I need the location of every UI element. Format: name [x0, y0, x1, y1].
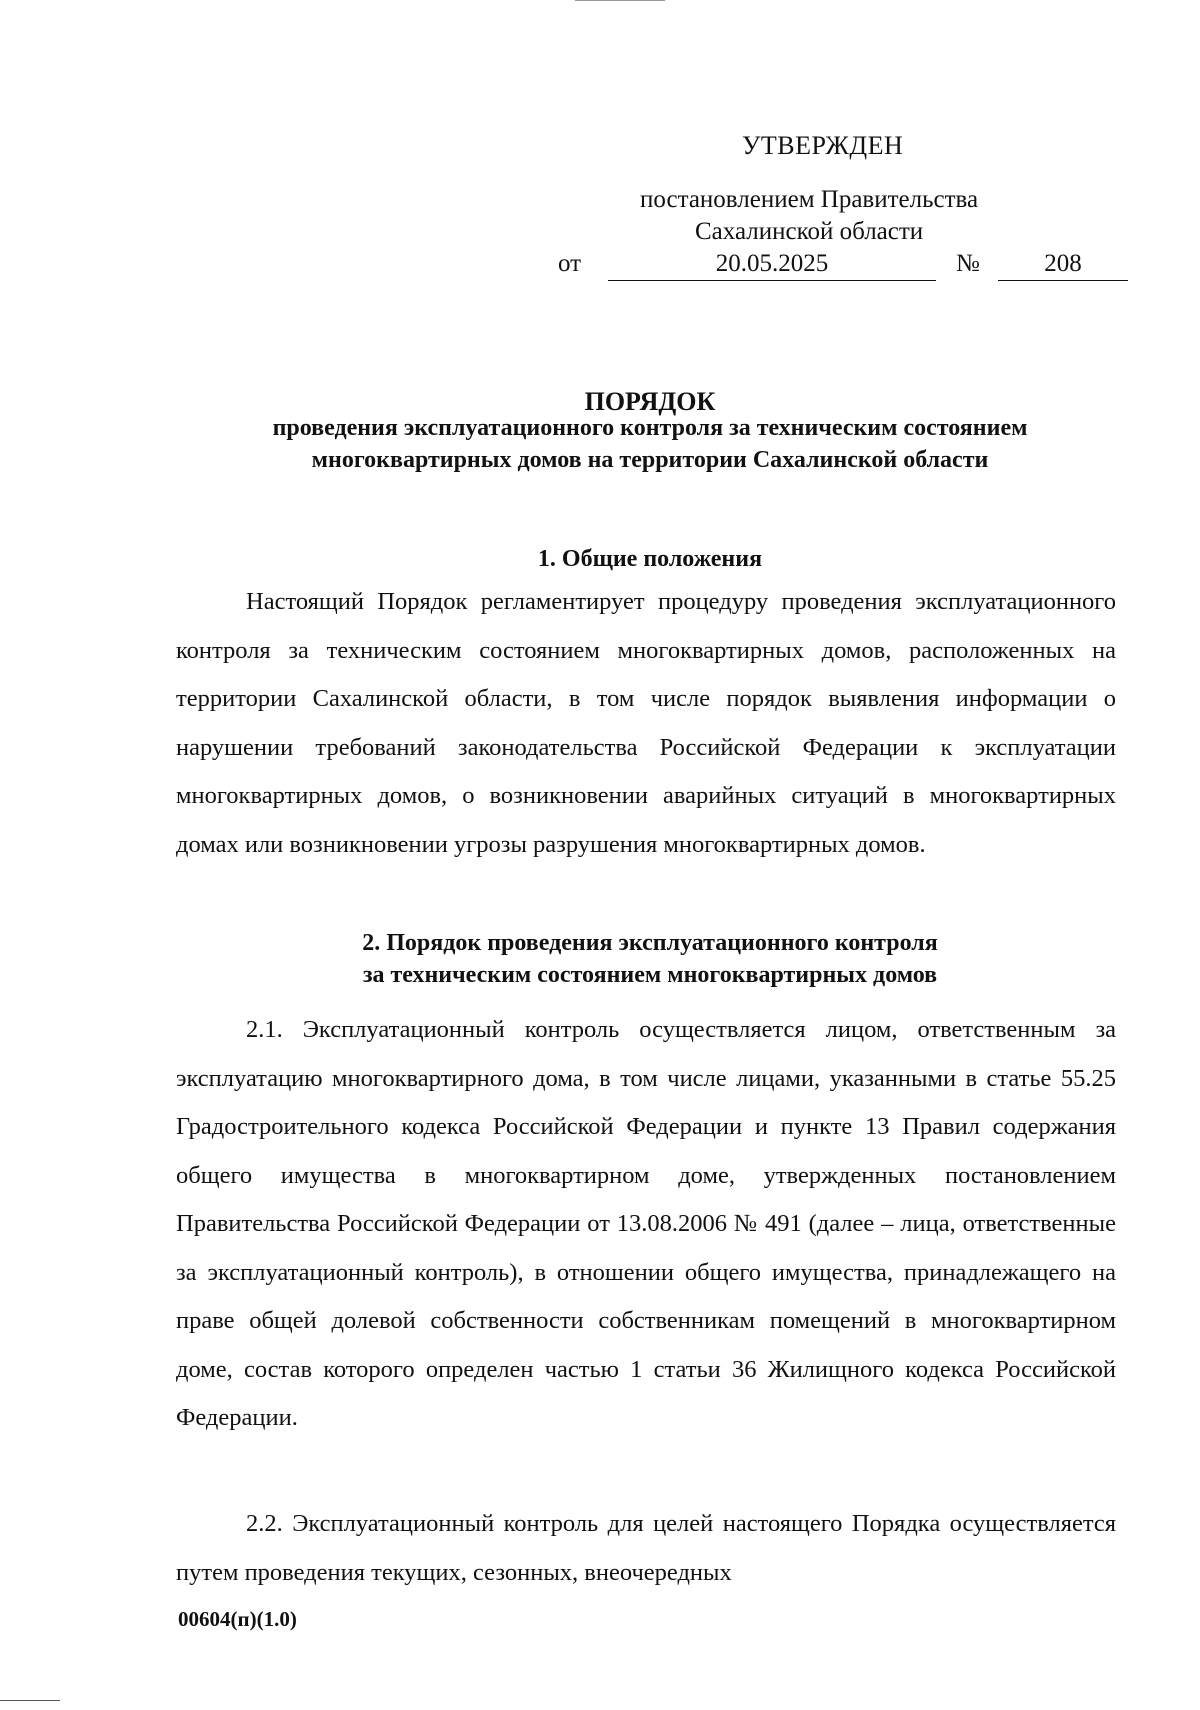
paragraph-2-2: 2.2. Эксплуатационный контроль для целей настоящего Порядка осуществляется путем проведения текущих, сезонных, внеочередных — [176, 1510, 1116, 1586]
number-label: № — [956, 250, 980, 277]
document-subtitle-line-2: многоквартирных домов на территории Сахалинской области — [311, 447, 989, 473]
approval-number: 208 — [998, 248, 1128, 281]
document-title: ПОРЯДОК — [584, 387, 716, 416]
section-1-heading: 1. Общие положения — [537, 546, 763, 572]
from-label: от — [558, 250, 582, 277]
section-1-paragraph: Настоящий Порядок регламентирует процедуру проведения эксплуатационного контроля за техническим состоянием многоквартирных домов, расположенных на территории Сахалинской области, в том числе порядок выявления информации о нарушении требований законодательства Российской Федерации к эксплуатации многоквартирных домов, о возникновении аварийных ситуаций в многоквартирных домах или возникновении угрозы разрушения многоквартирных домов. — [176, 588, 1116, 858]
approval-date-row — [558, 248, 1118, 282]
approval-title: УТВЕРЖДЕН — [742, 131, 904, 160]
document-subtitle-line-1: проведения эксплуатационного контроля за техническим состоянием — [272, 415, 1028, 441]
approval-date: 20.05.2025 — [608, 248, 936, 281]
approval-line-1: постановлением Правительства — [640, 186, 979, 213]
paragraph-2-1: 2.1. Эксплуатационный контроль осуществляется лицом, ответственным за эксплуатацию многоквартирного дома, в том числе лицами, указанными в статье 55.25 Градостроительного кодекса Российской Федерации и пункте 13 Правил содержания общего имущества в многоквартирном доме, утвержденных постановлением Правительства Российской Федерации от 13.08.2006 № 491 (далее – лица, ответственные за эксплуатационный контроль), в отношении общего имущества, принадлежащего на праве общей долевой собственности собственникам помещений в многоквартирном доме, состав которого определен частью 1 статьи 36 Жилищного кодекса Российской Федерации. — [176, 1016, 1116, 1431]
section-2-heading-line-2: за техническим состоянием многоквартирных домов — [362, 962, 938, 988]
scan-mark — [0, 1700, 60, 1701]
scan-mark — [575, 0, 665, 1]
document-code: 00604(п)(1.0) — [178, 1607, 297, 1631]
approval-line-2: Сахалинской области — [695, 218, 924, 245]
section-2-heading-line-1: 2. Порядок проведения эксплуатационного контроля — [362, 930, 938, 956]
